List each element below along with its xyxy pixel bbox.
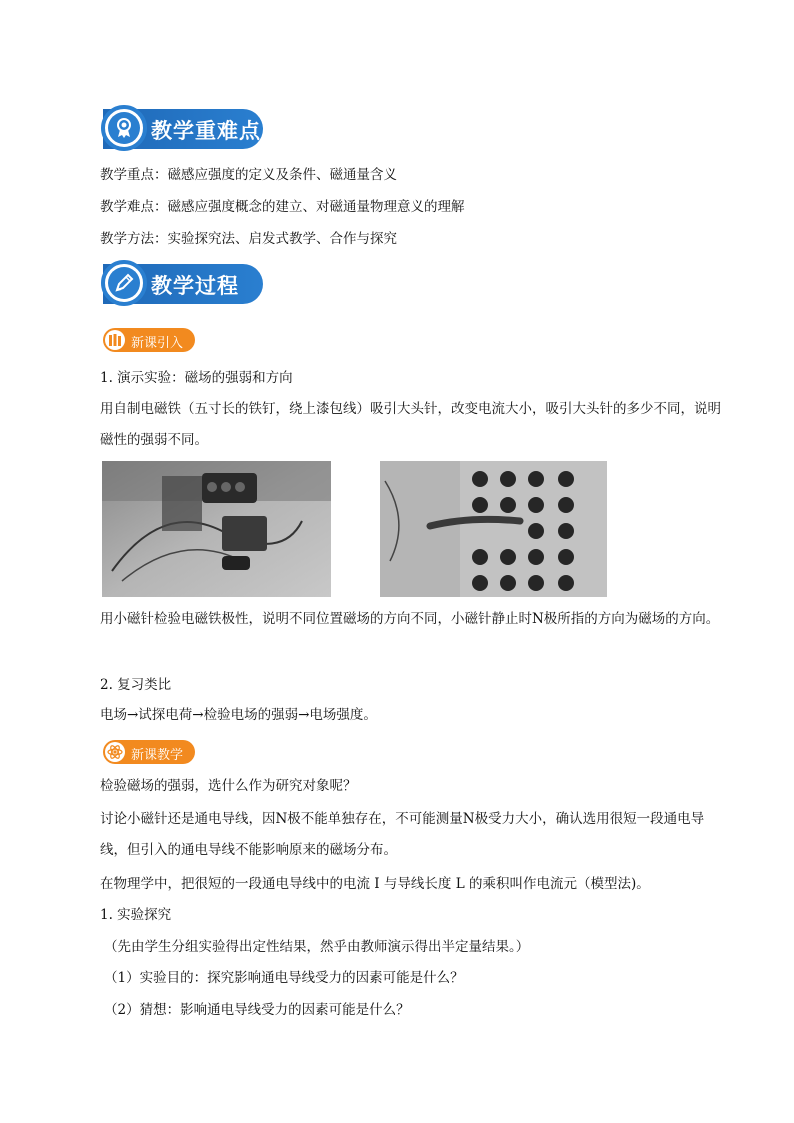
books-icon bbox=[105, 330, 125, 350]
discussion-text: 讨论小磁针还是通电导线，因N极不能单独存在，不可能测量N极受力大小，确认选用很短一段通电导线，但引入的通电导线不能影响原来的磁场分布。 bbox=[100, 811, 705, 858]
section-title: 教学重难点 bbox=[151, 119, 261, 143]
electromagnet-photo bbox=[102, 461, 331, 597]
difficulties-text: 教学难点：磁感应强度概念的建立、对磁通量物理意义的理解 bbox=[100, 199, 465, 215]
experiment-guess: （2）猜想：影响通电导线受力的因素可能是什么？ bbox=[104, 1002, 410, 1018]
item-2-text: 电场→试探电荷→检验电场的强弱→电场强度。 bbox=[100, 707, 377, 723]
item-1-title: 1. 演示实验：磁场的强弱和方向 bbox=[100, 370, 293, 386]
section-banner-process bbox=[103, 264, 263, 304]
atom-icon bbox=[105, 742, 125, 762]
item-1-text: 用自制电磁铁（五寸长的铁钉，绕上漆包线）吸引大头针，改变电流大小，吸引大头针的多少不同，说明磁性的强弱不同。 bbox=[100, 401, 721, 448]
key-points-text: 教学重点：磁感应强度的定义及条件、磁通量含义 bbox=[100, 167, 397, 183]
compass-text: 用小磁针检验电磁铁极性，说明不同位置磁场的方向不同，小磁针静止时N极所指的方向为磁场的方向。 bbox=[100, 611, 720, 627]
experiment-note: （先由学生分组实验得出定性结果，然乎由教师演示得出半定量结果。） bbox=[104, 939, 530, 955]
badge-intro bbox=[103, 328, 195, 352]
experiment-aim: （1）实验目的：探究影响通电导线受力的因素可能是什么？ bbox=[104, 970, 464, 986]
badge-label: 新课引入 bbox=[131, 336, 184, 351]
section-banner-difficulty bbox=[103, 109, 263, 149]
section-title: 教学过程 bbox=[151, 274, 239, 298]
question-text: 检验磁场的强弱，选什么作为研究对象呢？ bbox=[100, 778, 357, 794]
experiment-title: 1. 实验探究 bbox=[100, 907, 172, 923]
compass-array-photo bbox=[380, 461, 607, 597]
pencil-icon bbox=[101, 260, 147, 306]
ribbon-award-icon bbox=[101, 105, 147, 151]
badge-lesson bbox=[103, 740, 195, 764]
methods-text: 教学方法：实验探究法、启发式教学、合作与探究 bbox=[100, 231, 397, 247]
badge-label: 新课教学 bbox=[131, 748, 184, 763]
definition-text: 在物理学中，把很短的一段通电导线中的电流 I 与导线长度 L 的乘积叫作电流元（模型法)。 bbox=[100, 876, 650, 892]
item-2-title: 2. 复习类比 bbox=[100, 677, 172, 693]
